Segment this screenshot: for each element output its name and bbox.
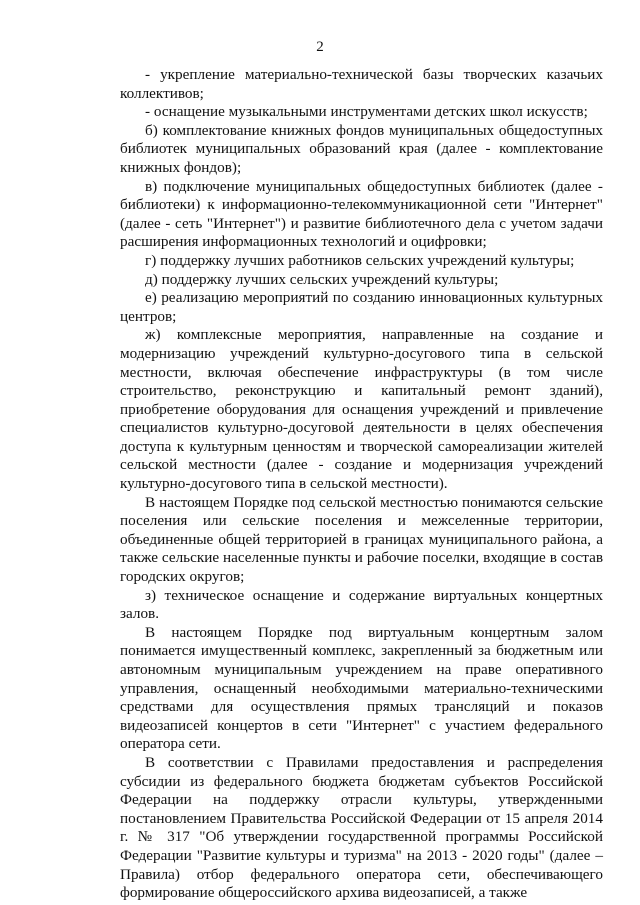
paragraph-rural-definition: В настоящем Порядке под сельской местностью понимаются сельские поселения или сельские поселения и межселенные территории, объединенные общей территорией в границах муниципального района, а также сельские населенные пункты и рабочие поселки, входящие в состав городских округов; — [120, 493, 603, 586]
paragraph-virtual-hall-definition: В настоящем Порядке под виртуальным концертным залом понимается имущественный комплекс, закрепленный за бюджетным или автономным муниципальным учреждением на праве оперативного управления, оснащенный необходимыми материально-техническими средствами для осуществления прямых трансляций и показов видеозаписей концертов в сети "Интернет" с участием федерального оператора сети. — [120, 623, 603, 753]
paragraph-rules-reference: В соответствии с Правилами предоставления и распределения субсидии из федерального бюджета бюджетам субъектов Российской Федерации на поддержку отрасли культуры, утвержденными постановлением Правительства Российской Федерации от 15 апреля 2014 г. № 317 "Об утверждении государственной программы Российской Федерации "Развитие культуры и туризма" на 2013 - 2020 годы" (далее – Правила) отбор федерального оператора сети, обеспечивающего формирование общероссийского архива видеозаписей, а также — [120, 753, 603, 902]
paragraph-item-g: г) поддержку лучших работников сельских учреждений культуры; — [145, 251, 575, 269]
paragraph-item-list-2: - оснащение музыкальными инструментами детских школ искусств; — [145, 103, 588, 121]
paragraph-item-zh: ж) комплексные мероприятия, направленные на создание и модернизацию учреждений культурно-досугового типа в сельской местности, включая обеспечение инфраструктуры (в том числе строительство, реконструкцию и капитальный ремонт зданий), приобретение оборудования для оснащения учреждений и привлечение специалистов культурно-досуговой деятельности в целях обеспечения доступа к культурным ценностям и творческой самореализации жителей сельской местности (далее - создание и модернизация учреждений культурно-досугового типа в сельской местности). — [120, 326, 603, 493]
paragraph-item-b: б) комплектование книжных фондов муниципальных общедоступных библиотек муниципальных образований края (далее - комплектование книжных фондов); — [120, 121, 603, 176]
paragraph-item-e: е) реализацию мероприятий по созданию инновационных культурных центров; — [120, 289, 603, 325]
page-number: 2 — [316, 39, 324, 55]
paragraph-item-v: в) подключение муниципальных общедоступных библиотек (далее - библиотеки) к информационно-телекоммуникационной сети "Интернет" (далее - сеть "Интернет") и развитие библиотечного дела с учетом задачи расширения информационных технологий и оцифровки; — [120, 177, 603, 251]
document-body — [120, 66, 603, 903]
paragraph-item-d: д) поддержку лучших сельских учреждений культуры; — [145, 270, 499, 288]
paragraph-item-z: з) техническое оснащение и содержание виртуальных концертных залов. — [120, 586, 603, 623]
paragraph-item-list-1: - укрепление материально-технической базы творческих казачьих коллективов; — [120, 66, 603, 102]
